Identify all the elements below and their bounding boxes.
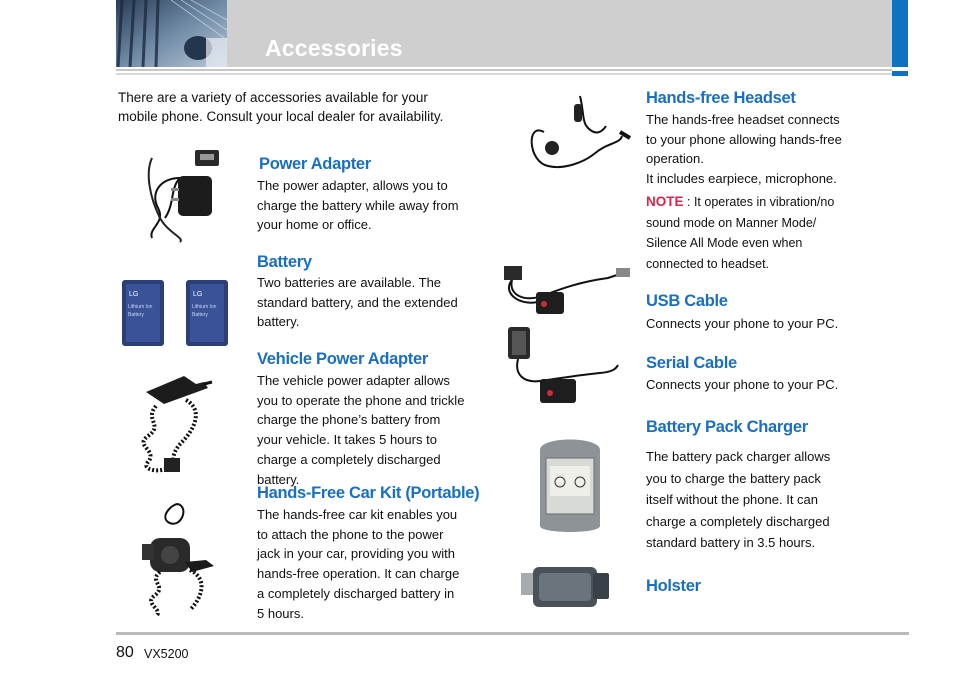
note-text: : It operates in vibration/no sound mode on Manner Mode/ Silence All Mode even when connected to headset. — [646, 195, 835, 271]
header-rule — [116, 69, 892, 71]
vehicle-adapter-text: The vehicle power adapter allows you to operate the phone and trickle charge the phone’s battery from your vehicle. It takes 5 hours to charge a completely discharged battery. — [257, 373, 465, 487]
note-label: NOTE — [646, 194, 684, 209]
car-kit-heading: Hands-Free Car Kit (Portable) — [257, 484, 480, 502]
battery-brand: LG — [129, 291, 139, 298]
battery-line1-2: Lithium Ion — [192, 304, 217, 310]
car-kit-text: The hands-free car kit enables you to attach the phone to the power jack in your car, providing you with hands-free operation. It can charge a completely discharged battery in 5 hours. — [257, 507, 460, 621]
battery-brand-2: LG — [193, 291, 203, 298]
battery-line2-2: Battery — [192, 312, 208, 318]
battery-charger-text: The battery pack charger allows you to charge the battery pack itself without the phone. It can charge a completely discharged standard battery in 3.5 hours. — [646, 449, 831, 550]
headset-image — [524, 92, 636, 189]
battery-charger-image — [536, 430, 604, 543]
battery-line1: Lithium Ion — [128, 304, 153, 310]
headset-heading: Hands-free Headset — [646, 89, 796, 107]
serial-cable-image — [500, 325, 624, 416]
header-rule-secondary — [116, 73, 892, 75]
holster-image — [519, 563, 611, 616]
page-number: 80 — [116, 644, 134, 661]
usb-cable-heading: USB Cable — [646, 292, 728, 310]
power-adapter-heading: Power Adapter — [259, 155, 371, 173]
batteries-image — [120, 278, 232, 355]
accent-stub — [892, 71, 908, 76]
serial-cable-heading: Serial Cable — [646, 354, 737, 372]
accent-bar — [892, 0, 908, 67]
power-adapter-image — [140, 148, 230, 249]
headset-text: The hands-free headset connects to your phone allowing hands-free operation. — [646, 112, 842, 167]
page-title: Accessories — [265, 35, 403, 61]
serial-cable-text: Connects your phone to your PC. — [646, 377, 839, 392]
power-adapter-text: The power adapter, allows you to charge the battery while away from your home or office. — [257, 178, 459, 233]
car-kit-image — [140, 500, 216, 623]
intro-text: There are a variety of accessories available for your mobile phone. Consult your local dealer for availability. — [118, 90, 444, 124]
headset-note — [646, 192, 852, 274]
header-band — [116, 0, 892, 67]
usb-cable-image — [498, 262, 632, 327]
battery-heading: Battery — [257, 253, 312, 271]
battery-text: Two batteries are available. The standard battery, and the extended battery. — [257, 275, 458, 330]
header-photo — [116, 0, 227, 67]
holster-heading: Holster — [646, 577, 701, 595]
battery-line2: Battery — [128, 312, 144, 318]
battery-charger-heading: Battery Pack Charger — [646, 418, 808, 436]
usb-cable-text: Connects your phone to your PC. — [646, 316, 839, 331]
headset-text-2: It includes earpiece, microphone. — [646, 171, 837, 186]
vehicle-adapter-image — [134, 370, 214, 487]
model-name: VX5200 — [144, 647, 189, 661]
footer-rule — [116, 632, 909, 635]
vehicle-adapter-heading: Vehicle Power Adapter — [257, 350, 428, 368]
